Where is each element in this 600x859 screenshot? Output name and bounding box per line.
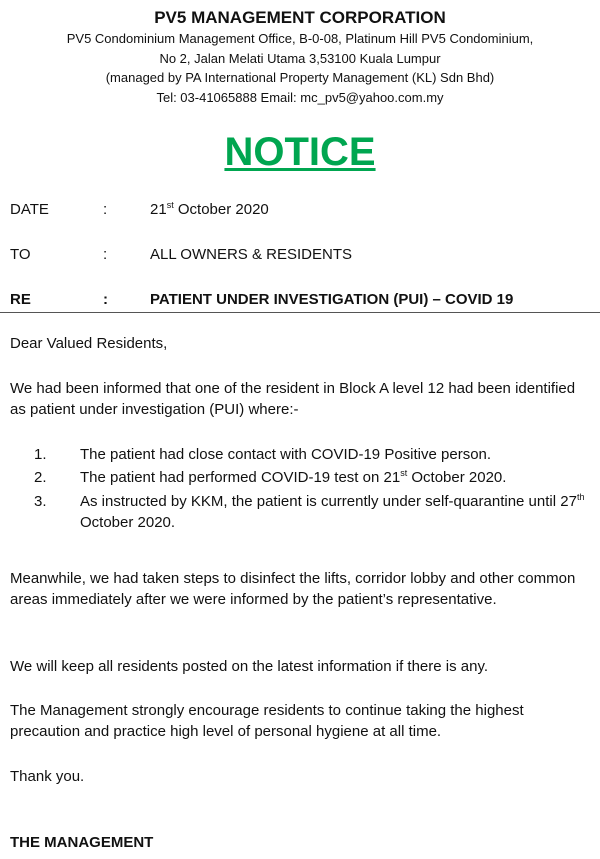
signoff: THE MANAGEMENT [10, 834, 154, 851]
list-text: The patient had close contact with COVID-19 Positive person. [80, 446, 492, 463]
divider [0, 312, 600, 313]
list-number: 2. [34, 469, 47, 486]
list-number: 1. [34, 446, 47, 463]
re-label: RE [10, 291, 31, 308]
to-colon: : [103, 246, 108, 263]
greeting: Dear Valued Residents, [10, 335, 168, 352]
contact-line: Tel: 03-41065888 Email: mc_pv5@yahoo.com.my [156, 89, 444, 105]
encourage-paragraph: The Management strongly encourage residents to continue taking the highest precaution and practice high level of personal hygiene at all time. [10, 702, 524, 740]
notice-title: NOTICE [224, 130, 376, 174]
intro-paragraph: We had been informed that one of the resident in Block A level 12 had been identified as patient under investigation (PUI) where:- [10, 380, 576, 418]
date-day: 21 [150, 201, 167, 218]
list-text-post: October 2020. [407, 469, 507, 486]
date-value [150, 200, 269, 220]
address-line-1: PV5 Condominium Management Office, B-0-08, Platinum Hill PV5 Condominium, [66, 31, 534, 46]
list-number: 3. [34, 493, 47, 510]
list-text-post: October 2020. [80, 514, 176, 531]
list-text-pre: The patient had performed COVID-19 test on 21 [80, 469, 401, 486]
re-value: PATIENT UNDER INVESTIGATION (PUI) – COVID 19 [150, 291, 514, 308]
posted-paragraph: We will keep all residents posted on the latest information if there is any. [10, 658, 489, 675]
date-label: DATE [10, 201, 49, 218]
to-label: TO [10, 246, 31, 263]
to-value: ALL OWNERS & RESIDENTS [150, 246, 352, 263]
list-text-sup: st [400, 468, 408, 478]
list-text-pre: As instructed by KKM, the patient is currently under self-quarantine until 27 [80, 493, 577, 510]
date-rest: October 2020 [173, 201, 269, 218]
re-colon: : [103, 291, 108, 308]
list-text [80, 491, 590, 533]
company-name: PV5 MANAGEMENT CORPORATION [154, 8, 446, 27]
list-text-sup: th [576, 492, 585, 502]
meanwhile-paragraph: Meanwhile, we had taken steps to disinfect the lifts, corridor lobby and other common areas immediately after we were informed by the patient’s representative. [10, 570, 576, 608]
date-suffix: st [166, 200, 174, 210]
thanks-line: Thank you. [10, 768, 85, 785]
list-text [80, 467, 590, 488]
letterhead [0, 0, 600, 107]
managed-by-line: (managed by PA International Property Management (KL) Sdn Bhd) [105, 70, 495, 85]
date-colon: : [103, 201, 108, 218]
address-line-2: No 2, Jalan Melati Utama 3,53100 Kuala Lumpur [159, 50, 441, 66]
